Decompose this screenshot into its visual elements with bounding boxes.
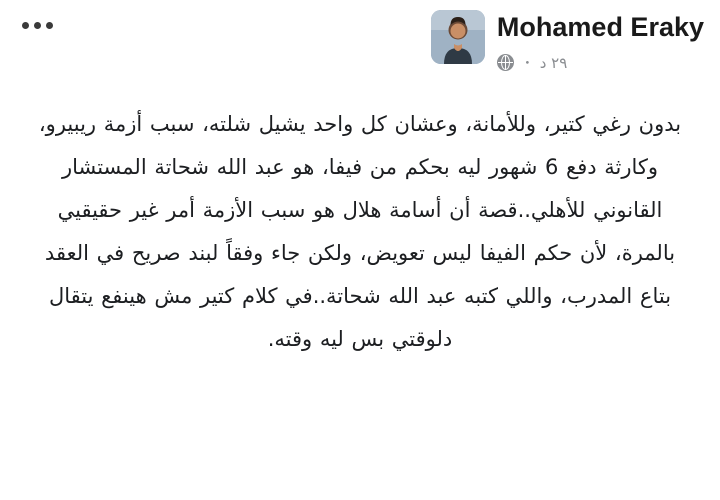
post-options-menu-button[interactable] [22,22,53,29]
post-body [0,95,720,500]
post-meta-row [497,52,567,73]
post-message-text: بدون رغي كتير، وللأمانة، وعشان كل واحد يشيل شلته، سبب أزمة ريبيرو، وكارثة دفع 6 شهور ليه بحكم من فيفا، هو عبد الله شحاتة المستشار القانوني للأهلي..قصة أن أسامة هلال هو سبب الأزمة أمر غير حقيقيي بالمرة، لأن حكم الفيفا ليس تعويض، ولكن جاء وفقاً لبند صريح في العقد بتاع المدرب، واللي كتبه عبد الله شحاتة..في كلام كتير مش هينفع يتقال دلوقتي بس ليه وقته. [31,112,682,352]
ellipsis-horizontal-icon-dot-3 [22,22,29,29]
globe-icon[interactable] [497,54,514,71]
post-author-identity [431,10,704,73]
avatar[interactable] [431,10,485,64]
ellipsis-horizontal-icon-dot-2 [34,22,41,29]
ellipsis-horizontal-icon-dot-1 [46,22,53,29]
post-header [0,0,720,95]
post-author-name[interactable]: Mohamed Eraky [496,12,704,42]
post-author-name-block [497,10,704,73]
globe-icon-ring [501,55,510,70]
post-timestamp[interactable]: ٢٩ د ・ [519,54,568,73]
